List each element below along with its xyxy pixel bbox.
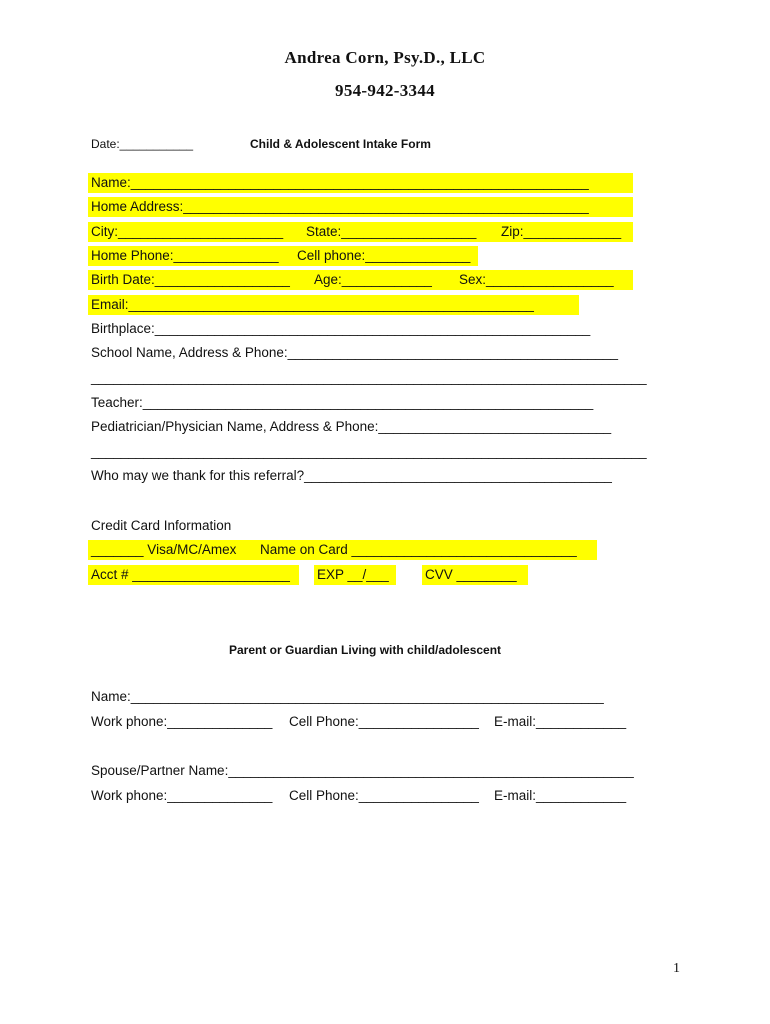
birthplace-field[interactable]: Birthplace:__________________________________________________________: [91, 321, 591, 336]
guardian-heading: Parent or Guardian Living with child/adolescent: [229, 643, 502, 657]
guardian-work-phone-field[interactable]: Work phone:______________: [91, 714, 273, 729]
email-field[interactable]: Email:______________________________________________________: [91, 297, 534, 312]
name-field[interactable]: Name:_____________________________________________________________: [91, 175, 589, 190]
spouse-cell-phone-field[interactable]: Cell Phone:________________: [289, 788, 479, 803]
page-number: 1: [673, 961, 680, 976]
card-type-field[interactable]: _______ Visa/MC/Amex: [91, 542, 237, 557]
school-field-continuation[interactable]: __________________________________________________________________________: [91, 370, 647, 385]
spouse-name-field[interactable]: Spouse/Partner Name:______________________________________________________: [91, 763, 634, 778]
form-title: Child & Adolescent Intake Form: [250, 137, 431, 151]
practice-name: Andrea Corn, Psy.D., LLC: [284, 48, 486, 67]
guardian-name-field[interactable]: Name:_______________________________________________________________: [91, 689, 604, 704]
home-phone-field[interactable]: Home Phone:______________: [91, 248, 279, 263]
pediatrician-field-continuation[interactable]: __________________________________________________________________________: [91, 444, 647, 459]
spouse-email-field[interactable]: E-mail:____________: [494, 788, 627, 803]
exp-field[interactable]: EXP __/___: [317, 567, 389, 582]
school-field[interactable]: School Name, Address & Phone:____________________________________________: [91, 345, 618, 360]
age-field[interactable]: Age:____________: [314, 272, 432, 287]
home-address-field[interactable]: Home Address:______________________________________________________: [91, 199, 589, 214]
state-field[interactable]: State:__________________: [306, 224, 477, 239]
teacher-field[interactable]: Teacher:____________________________________________________________: [91, 395, 594, 410]
practice-phone: 954-942-3344: [335, 81, 435, 100]
cvv-field[interactable]: CVV ________: [425, 567, 517, 582]
referral-field[interactable]: Who may we thank for this referral?_________________________________________: [91, 468, 612, 483]
pediatrician-field[interactable]: Pediatrician/Physician Name, Address & Phone:_______________________________: [91, 419, 612, 434]
cell-phone-field[interactable]: Cell phone:______________: [297, 248, 471, 263]
guardian-email-field[interactable]: E-mail:____________: [494, 714, 627, 729]
acct-field[interactable]: Acct # _____________________: [91, 567, 290, 582]
credit-card-heading: Credit Card Information: [91, 518, 232, 533]
spouse-work-phone-field[interactable]: Work phone:______________: [91, 788, 273, 803]
date-field[interactable]: Date:___________: [91, 137, 194, 151]
guardian-cell-phone-field[interactable]: Cell Phone:________________: [289, 714, 479, 729]
sex-field[interactable]: Sex:_________________: [459, 272, 614, 287]
zip-field[interactable]: Zip:_____________: [501, 224, 622, 239]
name-on-card-field[interactable]: Name on Card ______________________________: [260, 542, 577, 557]
birth-date-field[interactable]: Birth Date:__________________: [91, 272, 290, 287]
city-field[interactable]: City:______________________: [91, 224, 284, 239]
